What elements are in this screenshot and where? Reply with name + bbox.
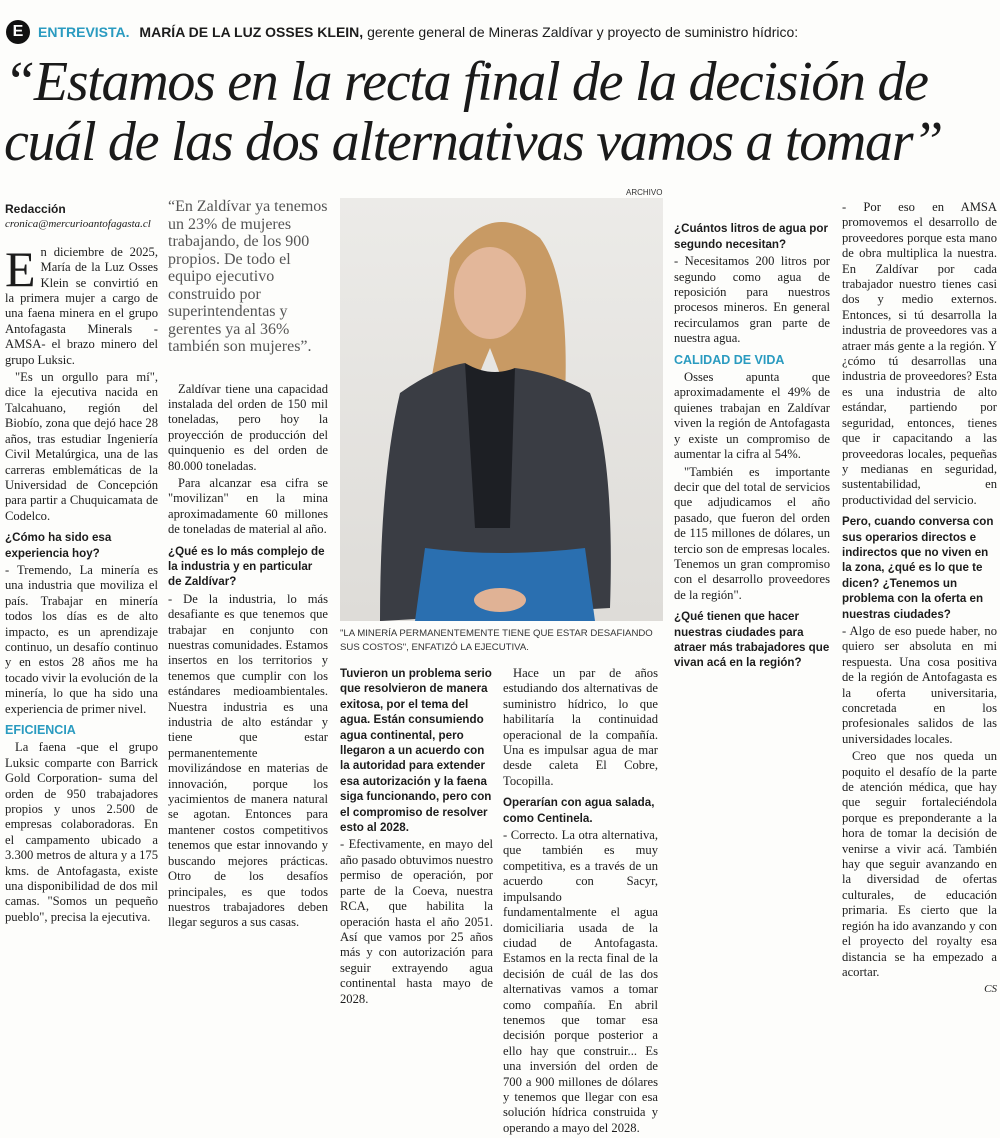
paragraph: Osses apunta que aproximadamente el 49% de quienes trabajan en Zaldívar viven la región de Antofagasta y existe un compromiso de aumentar la cifra al 54%. [674,370,830,462]
question: Pero, cuando conversa con sus operarios directos e indirectos que no viven en la zona, ¿qué es lo que te dicen? ¿Tenemos un problema con la oferta en nuestras ciudades? [842,515,994,621]
answer: - Efectivamente, en mayo del año pasado obtuvimos nuestro permiso de operación, por parte de la Coeva, nuestra RCA, que habilita la operación hasta el año 2051. Así que vamos por 25 años más y con autorización para seguir extrayendo agua continental hasta mayo de 2028. [340,837,493,1006]
answer: - Algo de eso puede haber, no quiero ser absoluta en mi respuesta. Una cosa positiva de la región de Antofagasta es la oferta universitaria, concretada en los profesionales salidos de las universidades locales. [842,623,997,746]
answer: - Por eso en AMSA promovemos el desarrollo de proveedores porque esta mano de obra multiplica la nuestra. En Zaldívar por cada trabajador nuestro tienes casi dos y medio externos. Entonces, si tú desarrolla la industria de proveedores vas a atraer más gente a la región. Y ¿cómo tú desarrollas una industria de proveedores? Esta es una industria de alto estándar, partiendo por seguridad, entonces, tienes que ir capacitando a las proveedoras locales, pequeñas y medianas en seguridad, sustentabilidad, en productividad del servicio. [842,200,997,507]
section-badge: E [6,20,30,44]
question: Tuvieron un problema serio que resolvieron de manera exitosa, por el tema del agua. Están consumiendo agua continental, pero llegaron a un acuerdo con la autoridad para extender esa autorización y la faena siga funcionando, pero con el compromiso de resolver esto al 2028. [340,667,492,835]
author-signature: CS [984,983,997,996]
column-3b [503,666,658,1138]
section-heading-eficiencia: EFICIENCIA [5,723,76,737]
executive-photo [340,198,663,621]
photo-credit: ARCHIVO [626,188,663,197]
column-4 [674,200,830,673]
headline-line-1: “Estamos en la recta final de la decisión de [4,51,928,113]
paragraph: La faena -que el grupo Luksic comparte con Barrick Gold Corporation- suma del orden de 950 trabajadores propios y unos 2.500 de empresas colaboradoras. En el campamento ubicado a 3.300 metros de altura y a 175 kms. de Antofagasta, existe una disponibilidad de dos mil camas. "Somos un pequeño pueblo", precisa la ejecutiva. [5,740,158,924]
question: Operarían con agua salada, como Centinela. [503,796,655,825]
headline-line-2: cuál de las dos alternativas vamos a tomar” [4,111,943,173]
question: ¿Cuántos litros de agua por segundo necesitan? [674,222,828,251]
headline [4,52,998,172]
question: ¿Qué tienen que hacer nuestras ciudades para atraer más trabajadores que vivan acá en la región? [674,610,830,670]
column-5 [842,200,997,998]
answer: - De la industria, lo más desafiante es que tenemos que trabajar en conjunto con nuestras comunidades. Estamos insertos en los territorios y tenemos que cumplir con los estándares medioambientales. Nuestra industria es una industria de alto estándar y tiene que estar permanentemente movilizándose en materias de innovación, porque los yacimientos de manera natural se agotan. Entonces para mantener costos competitivos tenemos que estar innovando y buscando mejores prácticas. Otro de los desafíos principales, es que todos nuestros trabajadores deben llegar seguros a sus casas. [168,591,328,930]
answer: - Tremendo, La minería es una industria que moviliza el país. Trabajar en minería todos los días es de alto impacto, es un aprendizaje continuo, un desafío continuo y en estos 28 años me ha tocado vivir la evolución de la minería, lo que ha sido una experiencia de primer nivel. [5,562,158,716]
paragraph: "También es importante decir que del total de servicios que adjudicamos el año pasado, que fueron del orden de 115 millones de dólares, un tercio son de empresas locales. Tenemos un gran compromiso con el desarrollo proveedores de la región". [674,464,830,602]
answer: - Necesitamos 200 litros por segundo como agua de reposición para nuestros procesos mineros. En general recirculamos gran parte de nuestra agua. [674,254,830,346]
answer-continued [674,200,830,215]
section-heading-calidad-de-vida: CALIDAD DE VIDA [674,352,785,367]
answer: - Correcto. La otra alternativa, que también es muy competitiva, es a través de un acuerdo con Sacyr, impulsando fundamentalmente el agua domiciliaria usada de la ciudad de Antofagasta. Estamos en la recta final de la decisión de cuál de las dos alternativas vamos a tomar como compañía. En abril tenemos que tomar esa decisión porque posterior a ello hay que construir... Es una inversión del orden de 700 a 900 millones de dólares y tenemos que llegar con esa solución hídrica construida y operando a mayo del 2028. [503,828,658,1135]
header-bar [6,20,996,46]
column-2 [168,198,328,933]
section-label: ENTREVISTA. [38,24,130,40]
interviewee-role: gerente general de Mineras Zaldívar y proyecto de suministro hídrico: [367,24,799,40]
paragraph: Hace un par de años estudiando dos alternativas de suministro hídrico, lo que habilitaría la continuidad operacional de la compañía. Una es impulsar agua de mar desde caleta El Cobre, Tocopilla. [503,666,658,788]
pull-quote: “En Zaldívar ya tenemos un 23% de mujeres trabajando, de los 900 propios. De todo el equipo ejecutivo construido por superintendentas y gerentes ya al 36% también son mujeres”. [168,198,328,355]
byline-email: cronica@mercurioantofagasta.cl [5,218,151,231]
paragraph: Zaldívar tiene una capacidad instalada del orden de 150 mil toneladas, pero hoy la proyección de producción del quinquenio es del orden de 80.000 toneladas. [168,381,328,473]
question: ¿Qué es lo más complejo de la industria y en particular de Zaldívar? [168,544,325,589]
paragraph: "Es un orgullo para mí", dice la ejecutiva nacida en Talcahuano, región del Biobío, zona que dejó hace 28 años, tras estudiar Ingeniería Civil Metalúrgica, una de las carreras emblemáticas de la Universidad de Concepción para partir a Chuquicamata de Codelco. [5,370,158,523]
intro-paragraph: E n diciembre de 2025, María de la Luz Osses Klein se convirtió en la primera mujer a cargo de una faena minera en el grupo Antofagasta Minerals -AMSA- el brazo minero del grupo Luksic. [5,240,158,367]
column-1 [5,202,158,927]
portrait-illustration [340,198,663,621]
paragraph: Para alcanzar esa cifra se "movilizan" en la mina aproximadamente 60 millones de toneladas de material al año. [168,475,328,537]
paragraph: Creo que nos queda un poquito el desafío de la parte de atención médica, que hay que seguir fortaleciéndola porque es preponderante a la hora de tomar la decisión de venirse a vivir acá. También hay que seguir avanzando en la diversidad de ofertas culturales, de educación primaria. Es cierto que la región ha ido avanzando y con el proyecto del royalty esa distancia se ha empezado a acortar. [842,749,997,979]
drop-cap: E [5,240,36,297]
column-3a [340,666,493,1009]
byline-author: Redacción [5,202,66,216]
interviewee-name: MARÍA DE LA LUZ OSSES KLEIN, [139,24,364,40]
photo-caption: "LA MINERÍA PERMANENTEMENTE TIENE QUE ESTAR DESAFIANDO SUS COSTOS", ENFATIZÓ LA EJECUTIVA. [340,628,653,653]
question: ¿Cómo ha sido esa experiencia hoy? [5,531,112,560]
